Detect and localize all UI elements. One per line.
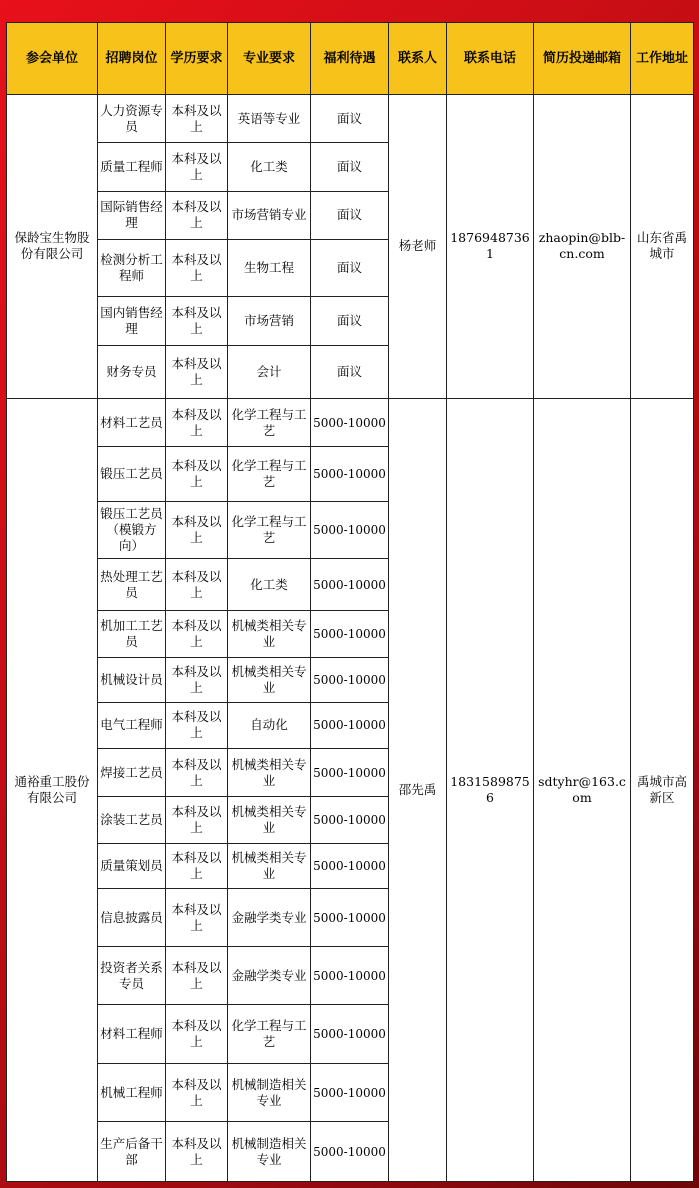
job-major: 化工类	[228, 558, 311, 610]
job-major: 机械类相关专业	[228, 749, 311, 797]
header-position: 招聘岗位	[98, 23, 166, 95]
job-position: 国际销售经理	[98, 191, 166, 239]
job-education: 本科及以上	[166, 702, 228, 748]
resume-email: sdtyhr@163.com	[534, 398, 631, 1181]
job-welfare: 5000-10000	[311, 749, 389, 797]
job-welfare: 5000-10000	[311, 558, 389, 610]
job-welfare: 5000-10000	[311, 1004, 389, 1063]
recruitment-table-frame	[6, 22, 693, 1182]
job-major: 英语等专业	[228, 95, 311, 143]
job-welfare: 面议	[311, 345, 389, 398]
job-position: 焊接工艺员	[98, 749, 166, 797]
job-education: 本科及以上	[166, 611, 228, 657]
contact-person: 杨老师	[389, 95, 447, 399]
job-major: 化学工程与工艺	[228, 398, 311, 446]
job-welfare: 5000-10000	[311, 398, 389, 446]
job-major: 机械类相关专业	[228, 611, 311, 657]
job-education: 本科及以上	[166, 191, 228, 239]
job-position: 材料工艺员	[98, 398, 166, 446]
header-address: 工作地址	[631, 23, 694, 95]
job-major: 机械类相关专业	[228, 657, 311, 702]
contact-phone: 18769487361	[447, 95, 534, 399]
header-education: 学历要求	[166, 23, 228, 95]
job-position: 锻压工艺员（模锻方向）	[98, 501, 166, 558]
job-education: 本科及以上	[166, 95, 228, 143]
job-welfare: 面议	[311, 143, 389, 191]
job-education: 本科及以上	[166, 797, 228, 843]
job-position: 机加工工艺员	[98, 611, 166, 657]
job-major: 市场营销专业	[228, 191, 311, 239]
header-phone: 联系电话	[447, 23, 534, 95]
job-education: 本科及以上	[166, 501, 228, 558]
job-education: 本科及以上	[166, 657, 228, 702]
company-name: 通裕重工股份有限公司	[7, 398, 98, 1181]
job-welfare: 5000-10000	[311, 611, 389, 657]
job-welfare: 5000-10000	[311, 1064, 389, 1122]
job-position: 信息披露员	[98, 888, 166, 946]
job-major: 化学工程与工艺	[228, 447, 311, 501]
job-major: 化学工程与工艺	[228, 1004, 311, 1063]
job-major: 会计	[228, 345, 311, 398]
company-name: 保龄宝生物股份有限公司	[7, 95, 98, 399]
job-education: 本科及以上	[166, 239, 228, 296]
job-position: 生产后备干部	[98, 1122, 166, 1182]
work-address: 山东省禹城市	[631, 95, 694, 399]
job-welfare: 面议	[311, 95, 389, 143]
job-education: 本科及以上	[166, 947, 228, 1004]
header-contact: 联系人	[389, 23, 447, 95]
job-major: 机械类相关专业	[228, 843, 311, 888]
job-position: 锻压工艺员	[98, 447, 166, 501]
job-major: 自动化	[228, 702, 311, 748]
job-major: 机械制造相关专业	[228, 1122, 311, 1182]
table-row	[7, 398, 694, 446]
job-major: 化工类	[228, 143, 311, 191]
job-education: 本科及以上	[166, 1122, 228, 1182]
job-major: 化学工程与工艺	[228, 501, 311, 558]
job-education: 本科及以上	[166, 398, 228, 446]
job-position: 电气工程师	[98, 702, 166, 748]
job-welfare: 5000-10000	[311, 1122, 389, 1182]
resume-email: zhaopin@blb-cn.com	[534, 95, 631, 399]
job-major: 生物工程	[228, 239, 311, 296]
work-address: 禹城市高新区	[631, 398, 694, 1181]
header-major: 专业要求	[228, 23, 311, 95]
job-position: 机械设计员	[98, 657, 166, 702]
job-education: 本科及以上	[166, 749, 228, 797]
contact-person: 邵先禹	[389, 398, 447, 1181]
job-education: 本科及以上	[166, 297, 228, 345]
job-welfare: 5000-10000	[311, 501, 389, 558]
job-education: 本科及以上	[166, 843, 228, 888]
header-company: 参会单位	[7, 23, 98, 95]
job-welfare: 面议	[311, 239, 389, 296]
job-major: 机械类相关专业	[228, 797, 311, 843]
job-major: 金融学类专业	[228, 947, 311, 1004]
job-welfare: 5000-10000	[311, 657, 389, 702]
job-position: 检测分析工程师	[98, 239, 166, 296]
job-education: 本科及以上	[166, 888, 228, 946]
job-position: 涂装工艺员	[98, 797, 166, 843]
job-education: 本科及以上	[166, 143, 228, 191]
job-major: 机械制造相关专业	[228, 1064, 311, 1122]
job-welfare: 5000-10000	[311, 447, 389, 501]
header-welfare: 福利待遇	[311, 23, 389, 95]
job-education: 本科及以上	[166, 558, 228, 610]
job-education: 本科及以上	[166, 1004, 228, 1063]
job-education: 本科及以上	[166, 1064, 228, 1122]
job-welfare: 5000-10000	[311, 702, 389, 748]
job-welfare: 面议	[311, 191, 389, 239]
job-welfare: 5000-10000	[311, 843, 389, 888]
table-row	[7, 95, 694, 143]
job-education: 本科及以上	[166, 447, 228, 501]
job-welfare: 5000-10000	[311, 797, 389, 843]
job-position: 机械工程师	[98, 1064, 166, 1122]
recruitment-table	[6, 22, 694, 1182]
job-position: 质量工程师	[98, 143, 166, 191]
job-position: 人力资源专员	[98, 95, 166, 143]
header-row	[7, 23, 694, 95]
job-position: 财务专员	[98, 345, 166, 398]
job-welfare: 面议	[311, 297, 389, 345]
job-position: 热处理工艺员	[98, 558, 166, 610]
job-major: 金融学类专业	[228, 888, 311, 946]
header-email: 简历投递邮箱	[534, 23, 631, 95]
job-major: 市场营销	[228, 297, 311, 345]
contact-phone: 18315898756	[447, 398, 534, 1181]
job-education: 本科及以上	[166, 345, 228, 398]
job-welfare: 5000-10000	[311, 888, 389, 946]
job-position: 材料工程师	[98, 1004, 166, 1063]
job-welfare: 5000-10000	[311, 947, 389, 1004]
job-position: 投资者关系专员	[98, 947, 166, 1004]
job-position: 质量策划员	[98, 843, 166, 888]
job-position: 国内销售经理	[98, 297, 166, 345]
